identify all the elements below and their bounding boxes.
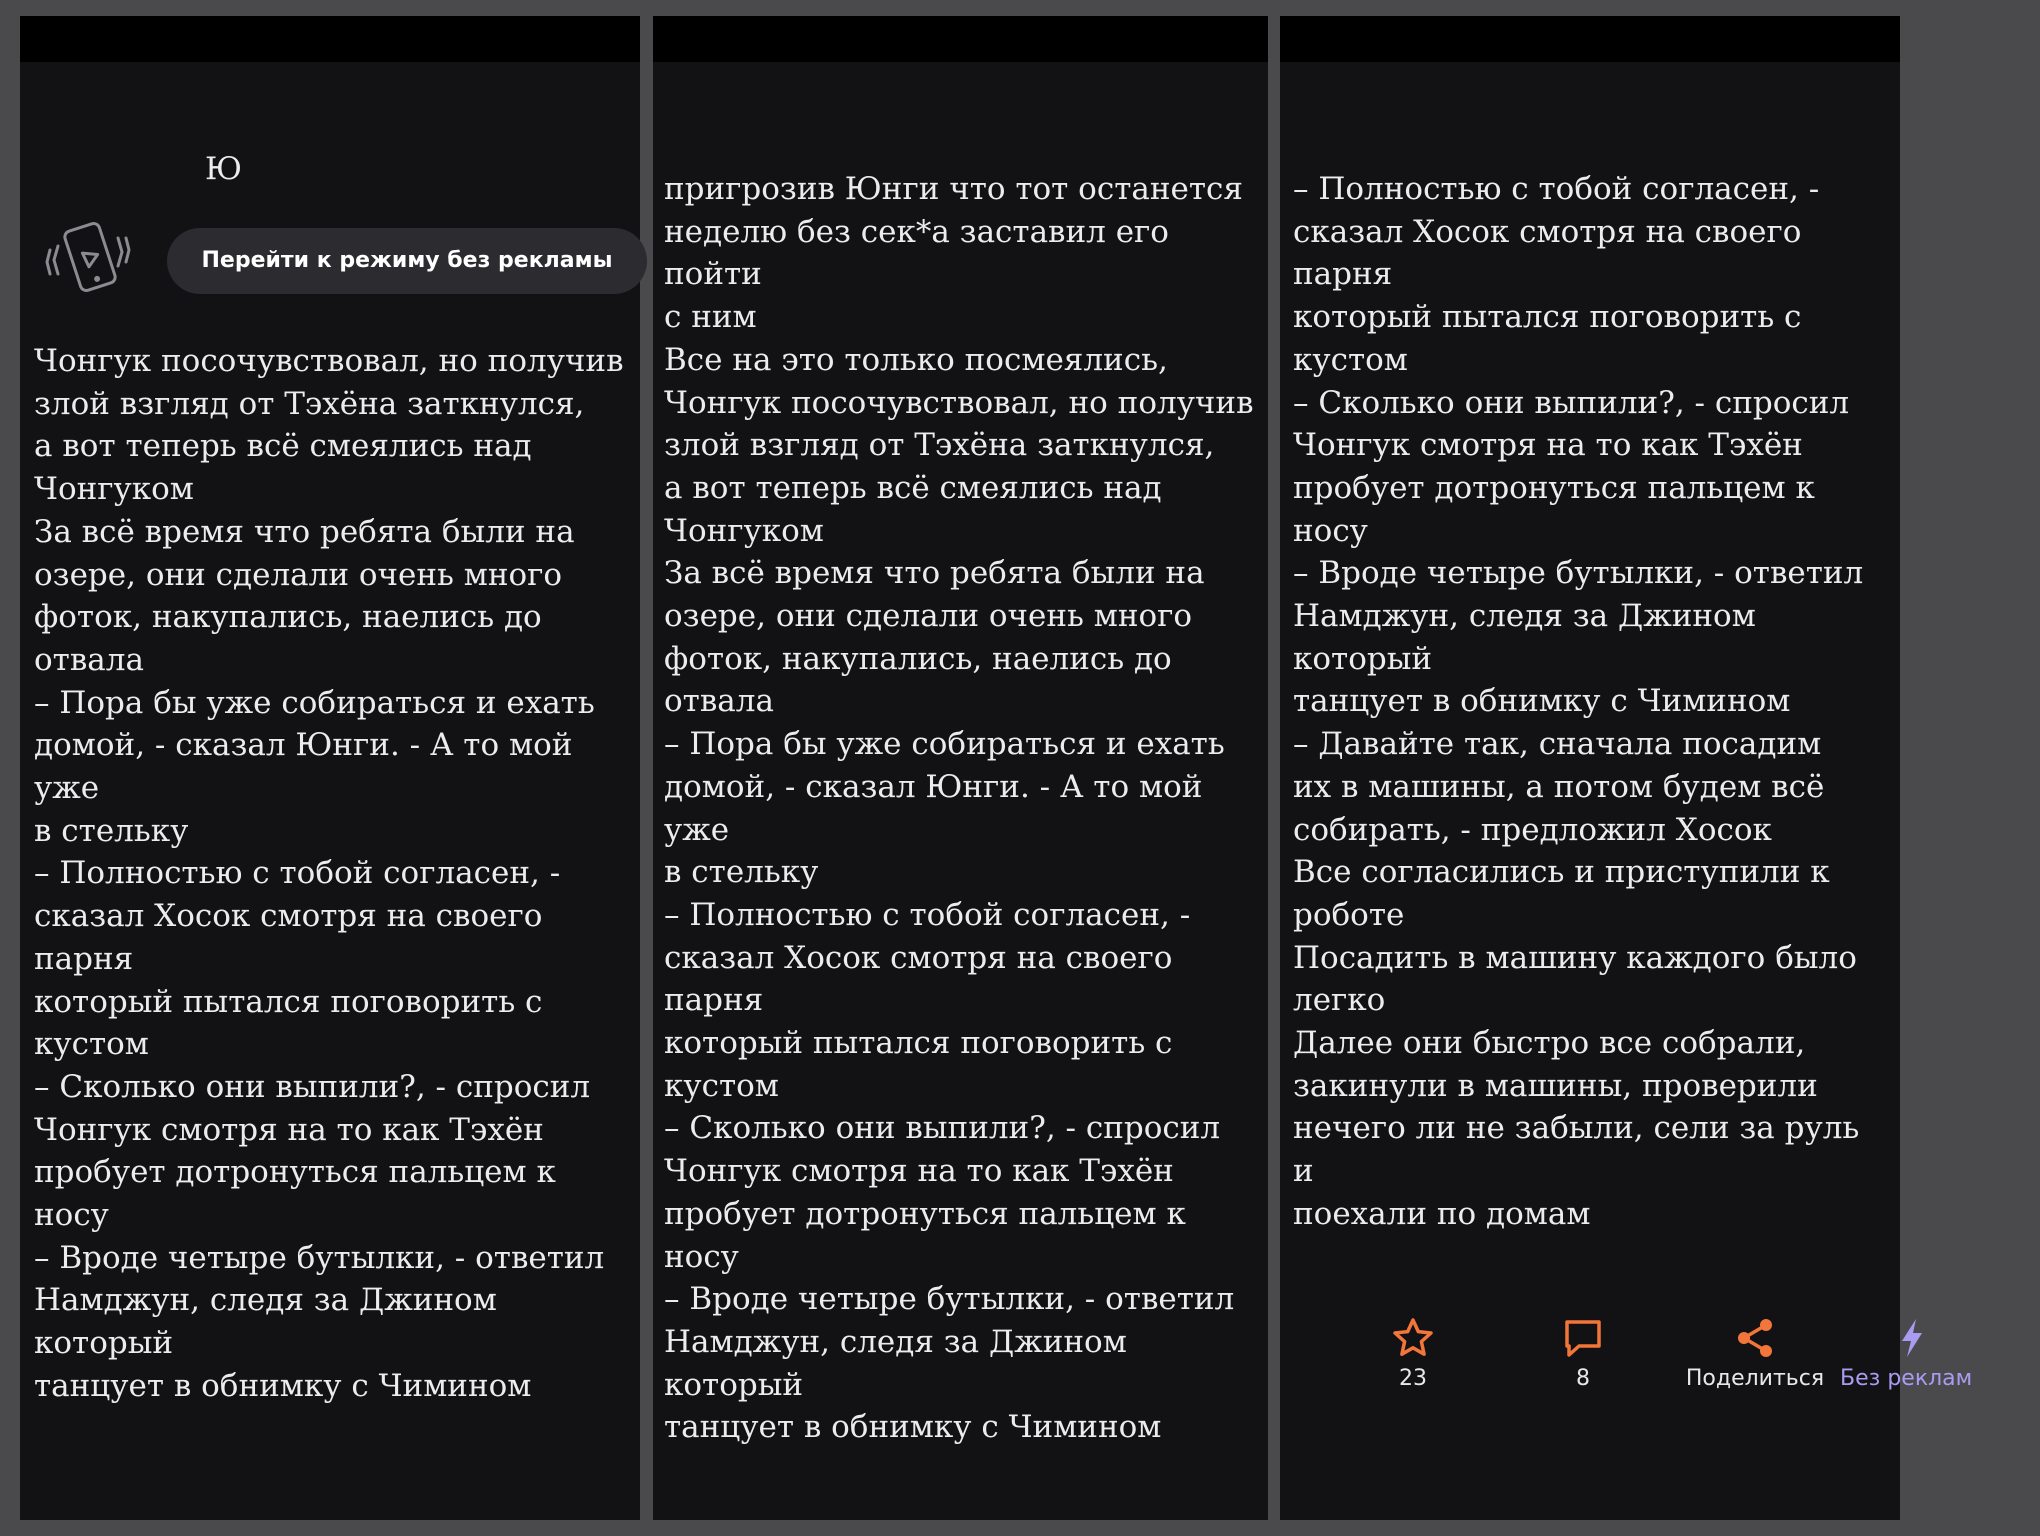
share-button[interactable] xyxy=(1670,1316,1840,1391)
status-bar xyxy=(653,16,1268,62)
ad-free-mode-button[interactable]: Перейти к режиму без рекламы xyxy=(167,228,647,294)
story-text: – Полностью с тобой согласен, - сказал Хосок смотря на своего парня который пытался поговорить с кустом – Сколько они выпили?, - спросил Чонгук смотря на то как Тэхён пробует дотронуться пальцем к носу – Вроде четыре бутылки, - ответил Намджун, следя за Джином который танцует в обнимку с Чимином – Давайте так, сначала посадим их в машины, а потом будем всё собирать, - предложил Хосок Все согласились и приступили к роботе Посадить в машину каждого было легко Далее они быстро все собрали, закинули в машины, проверили нечего ли не забыли, сели за руль и поехали по домам xyxy=(1293,171,1864,1232)
star-icon xyxy=(1391,1316,1435,1360)
share-icon xyxy=(1733,1316,1777,1360)
reader-panel-2 xyxy=(653,16,1268,1520)
share-label: Поделиться xyxy=(1685,1366,1825,1391)
no-ads-label: Без реклам xyxy=(1840,1366,1973,1391)
clipped-text-line: Ю xyxy=(205,151,242,187)
reader-panel-1 xyxy=(20,16,640,1520)
story-text: Чонгук посочувствовал, но получив злой взгляд от Тэхёна заткнулся, а вот теперь всё смеялись над Чонгуком За всё время что ребята были на озере, они сделали очень много фоток, накупались, наелись до отвала – Пора бы уже собираться и ехать домой, - сказал Юнги. - А то мой уже в стельку – Полностью с тобой согласен, - сказал Хосок смотря на своего парня который пытался поговорить с кустом – Сколько они выпили?, - спросил Чонгук смотря на то как Тэхён пробует дотронуться пальцем к носу – Вроде четыре бутылки, - ответил Намджун, следя за Джином который танцует в обнимку с Чимином xyxy=(34,343,624,1404)
rate-button[interactable] xyxy=(1328,1316,1498,1391)
comment-count: 8 xyxy=(1576,1366,1590,1391)
lightning-icon xyxy=(1890,1316,1934,1360)
status-bar xyxy=(1280,16,1900,62)
phone-vibrate-icon xyxy=(42,216,132,306)
story-text: пригрозив Юнги что тот останется неделю без сек*а заставил его пойти с ним Все на это только посмеялись, Чонгук посочувствовал, но получив злой взгляд от Тэхёна заткнулся, а вот теперь всё смеялись над Чонгуком За всё время что ребята были на озере, они сделали очень много фоток, накупались, наелись до отвала – Пора бы уже собираться и ехать домой, - сказал Юнги. - А то мой уже в стельку – Полностью с тобой согласен, - сказал Хосок смотря на своего парня который пытался поговорить с кустом – Сколько они выпили?, - спросил Чонгук смотря на то как Тэхён пробует дотронуться пальцем к носу – Вроде четыре бутылки, - ответил Намджун, следя за Джином который танцует в обнимку с Чимином xyxy=(664,171,1254,1446)
status-bar xyxy=(20,16,640,62)
no-ads-button[interactable] xyxy=(1840,1316,2040,1391)
reader-panel-3 xyxy=(1280,16,1973,1520)
ad-free-banner xyxy=(42,216,642,326)
comments-button[interactable] xyxy=(1498,1316,1668,1391)
action-bar xyxy=(1280,1316,1973,1416)
star-count: 23 xyxy=(1399,1366,1427,1391)
comment-icon xyxy=(1561,1316,1605,1360)
